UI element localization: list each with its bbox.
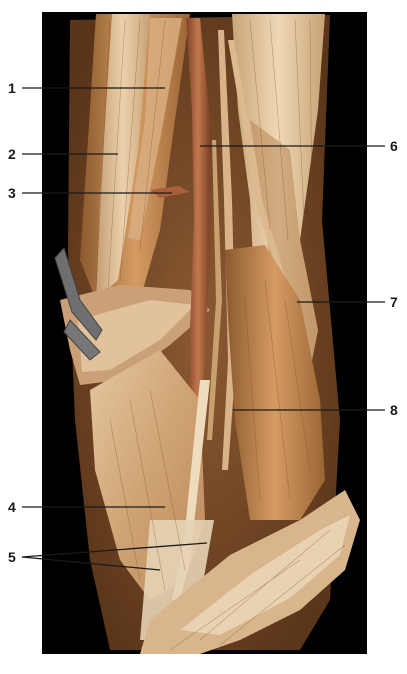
label-4-text: 4 bbox=[8, 499, 16, 515]
label-1-text: 1 bbox=[8, 80, 16, 96]
label-5-text: 5 bbox=[8, 549, 16, 565]
label-7-text: 7 bbox=[390, 294, 398, 310]
label-3-text: 3 bbox=[8, 185, 16, 201]
label-2-text: 2 bbox=[8, 146, 16, 162]
label-8-text: 8 bbox=[390, 402, 398, 418]
label-6-text: 6 bbox=[390, 138, 398, 154]
